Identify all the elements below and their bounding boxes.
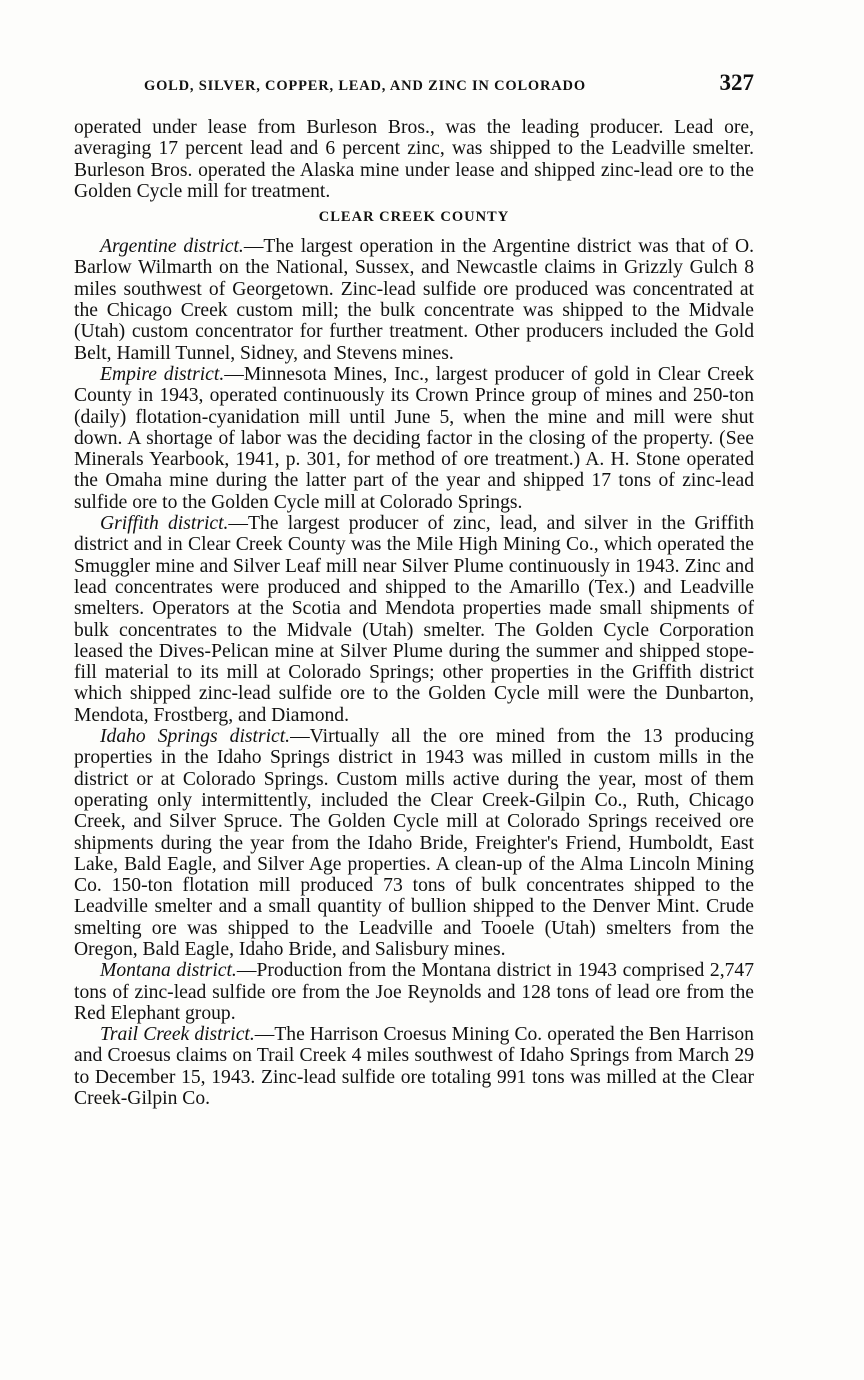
district-name: Montana district. — [100, 960, 237, 982]
district-name: Griffith district. — [100, 513, 229, 535]
district-name: Idaho Springs district. — [100, 726, 291, 748]
district-name: Empire district. — [100, 363, 225, 385]
paragraph-text: —The largest producer of zinc, lead, and silver in the Griffith district and in Clear Creek County was the Mile High Mining Co., which operated the Smuggler mine and Silver Leaf mill near Silver Plume continuously in 1943. Zinc and lead concentrates were produced and shipped to the Amarillo (Tex.) and Leadville smelters. Operators at the Scotia and Mendota properties made small shipments of bulk concentrates to the Midvale (Utah) smelter. The Golden Cycle Corporation leased the Dives-Pelican mine at Silver Plume during the summer and shipped stope-fill material to its mill at Colorado Springs; other properties in the Griffith district which shipped zinc-lead sulfide ore to the Golden Cycle mill were the Dunbarton, Mendota, Frostberg, and Diamond. — [74, 513, 754, 726]
paragraph-montana — [74, 960, 754, 1024]
running-header — [74, 70, 754, 100]
paragraph-text: —Virtually all the ore mined from the 13 producing properties in the Idaho Springs district in 1943 was milled in custom mills in the district or at Colorado Springs. Custom mills active during the year, most of them operating only intermittently, included the Clear Creek-Gilpin Co., Ruth, Chicago Creek, and Silver Spruce. The Golden Cycle mill at Colorado Springs received ore shipments during the year from the Idaho Bride, Freighter's Friend, Humboldt, East Lake, Bald Eagle, and Silver Age properties. A clean-up of the Alma Lincoln Mining Co. 150-ton flotation mill produced 73 tons of bulk concentrates shipped to the Leadville smelter and a small quantity of bullion shipped to the Denver Mint. Crude smelting ore was shipped to the Leadville and Tooele (Utah) smelters from the Oregon, Bald Eagle, Idaho Bride, and Salisbury mines. — [74, 726, 754, 960]
paragraph-text: —The Harrison Croesus Mining Co. operated the Ben Harrison and Croesus claims on Trail Creek 4 miles southwest of Idaho Springs from March 29 to December 15, 1943. Zinc-lead sulfide ore totaling 991 tons was milled at the Clear Creek-Gilpin Co. — [74, 1024, 754, 1110]
paragraph-text: —The largest operation in the Argentine district was that of O. Barlow Wilmarth on the National, Sussex, and Newcastle claims in Grizzly Gulch 8 miles southwest of Georgetown. Zinc-lead sulfide ore produced was concentrated at the Chicago Creek custom mill; the bulk concentrate was shipped to the Midvale (Utah) custom concentrator for further treatment. Other producers included the Gold Belt, Hamill Tunnel, Sidney, and Stevens mines. — [74, 236, 754, 364]
page-number: 327 — [719, 70, 754, 95]
body-text — [74, 117, 754, 1109]
paragraph-text: —Minnesota Mines, Inc., largest producer of gold in Clear Creek County in 1943, operated continuously its Crown Prince group of mines and 250-ton (daily) flotation-cyanidation mill until June 5, when the mine and mill were shut down. A shortage of labor was the deciding factor in the closing of the property. (See Minerals Yearbook, 1941, p. 301, for method of ore treatment.) A. H. Stone operated the Omaha mine during the latter part of the year and shipped 17 tons of zinc-lead sulfide ore to the Golden Cycle mill at Colorado Springs. — [74, 363, 754, 513]
running-title: GOLD, SILVER, COPPER, LEAD, AND ZINC IN COLORADO — [144, 78, 586, 94]
paragraph-argentine — [74, 236, 754, 364]
paragraph-idaho-springs — [74, 726, 754, 960]
paragraph-empire — [74, 364, 754, 513]
continuation-paragraph: operated under lease from Burleson Bros., was the leading producer. Lead ore, averaging 17 percent lead and 6 percent zinc, was shipped to the Leadville smelter. Burleson Bros. operated the Alaska mine under lease and shipped zinc-lead ore to the Golden Cycle mill for treatment. — [74, 117, 754, 202]
paragraph-trail-creek — [74, 1024, 754, 1109]
district-name: Argentine district. — [100, 236, 244, 258]
paragraph-text: —Production from the Montana district in 1943 comprised 2,747 tons of zinc-lead sulfide ore from the Joe Reynolds and 128 tons of lead ore from the Red Elephant group. — [74, 960, 754, 1024]
paragraph-griffith — [74, 513, 754, 726]
district-name: Trail Creek district. — [100, 1024, 255, 1046]
section-heading: CLEAR CREEK COUNTY — [318, 209, 510, 226]
